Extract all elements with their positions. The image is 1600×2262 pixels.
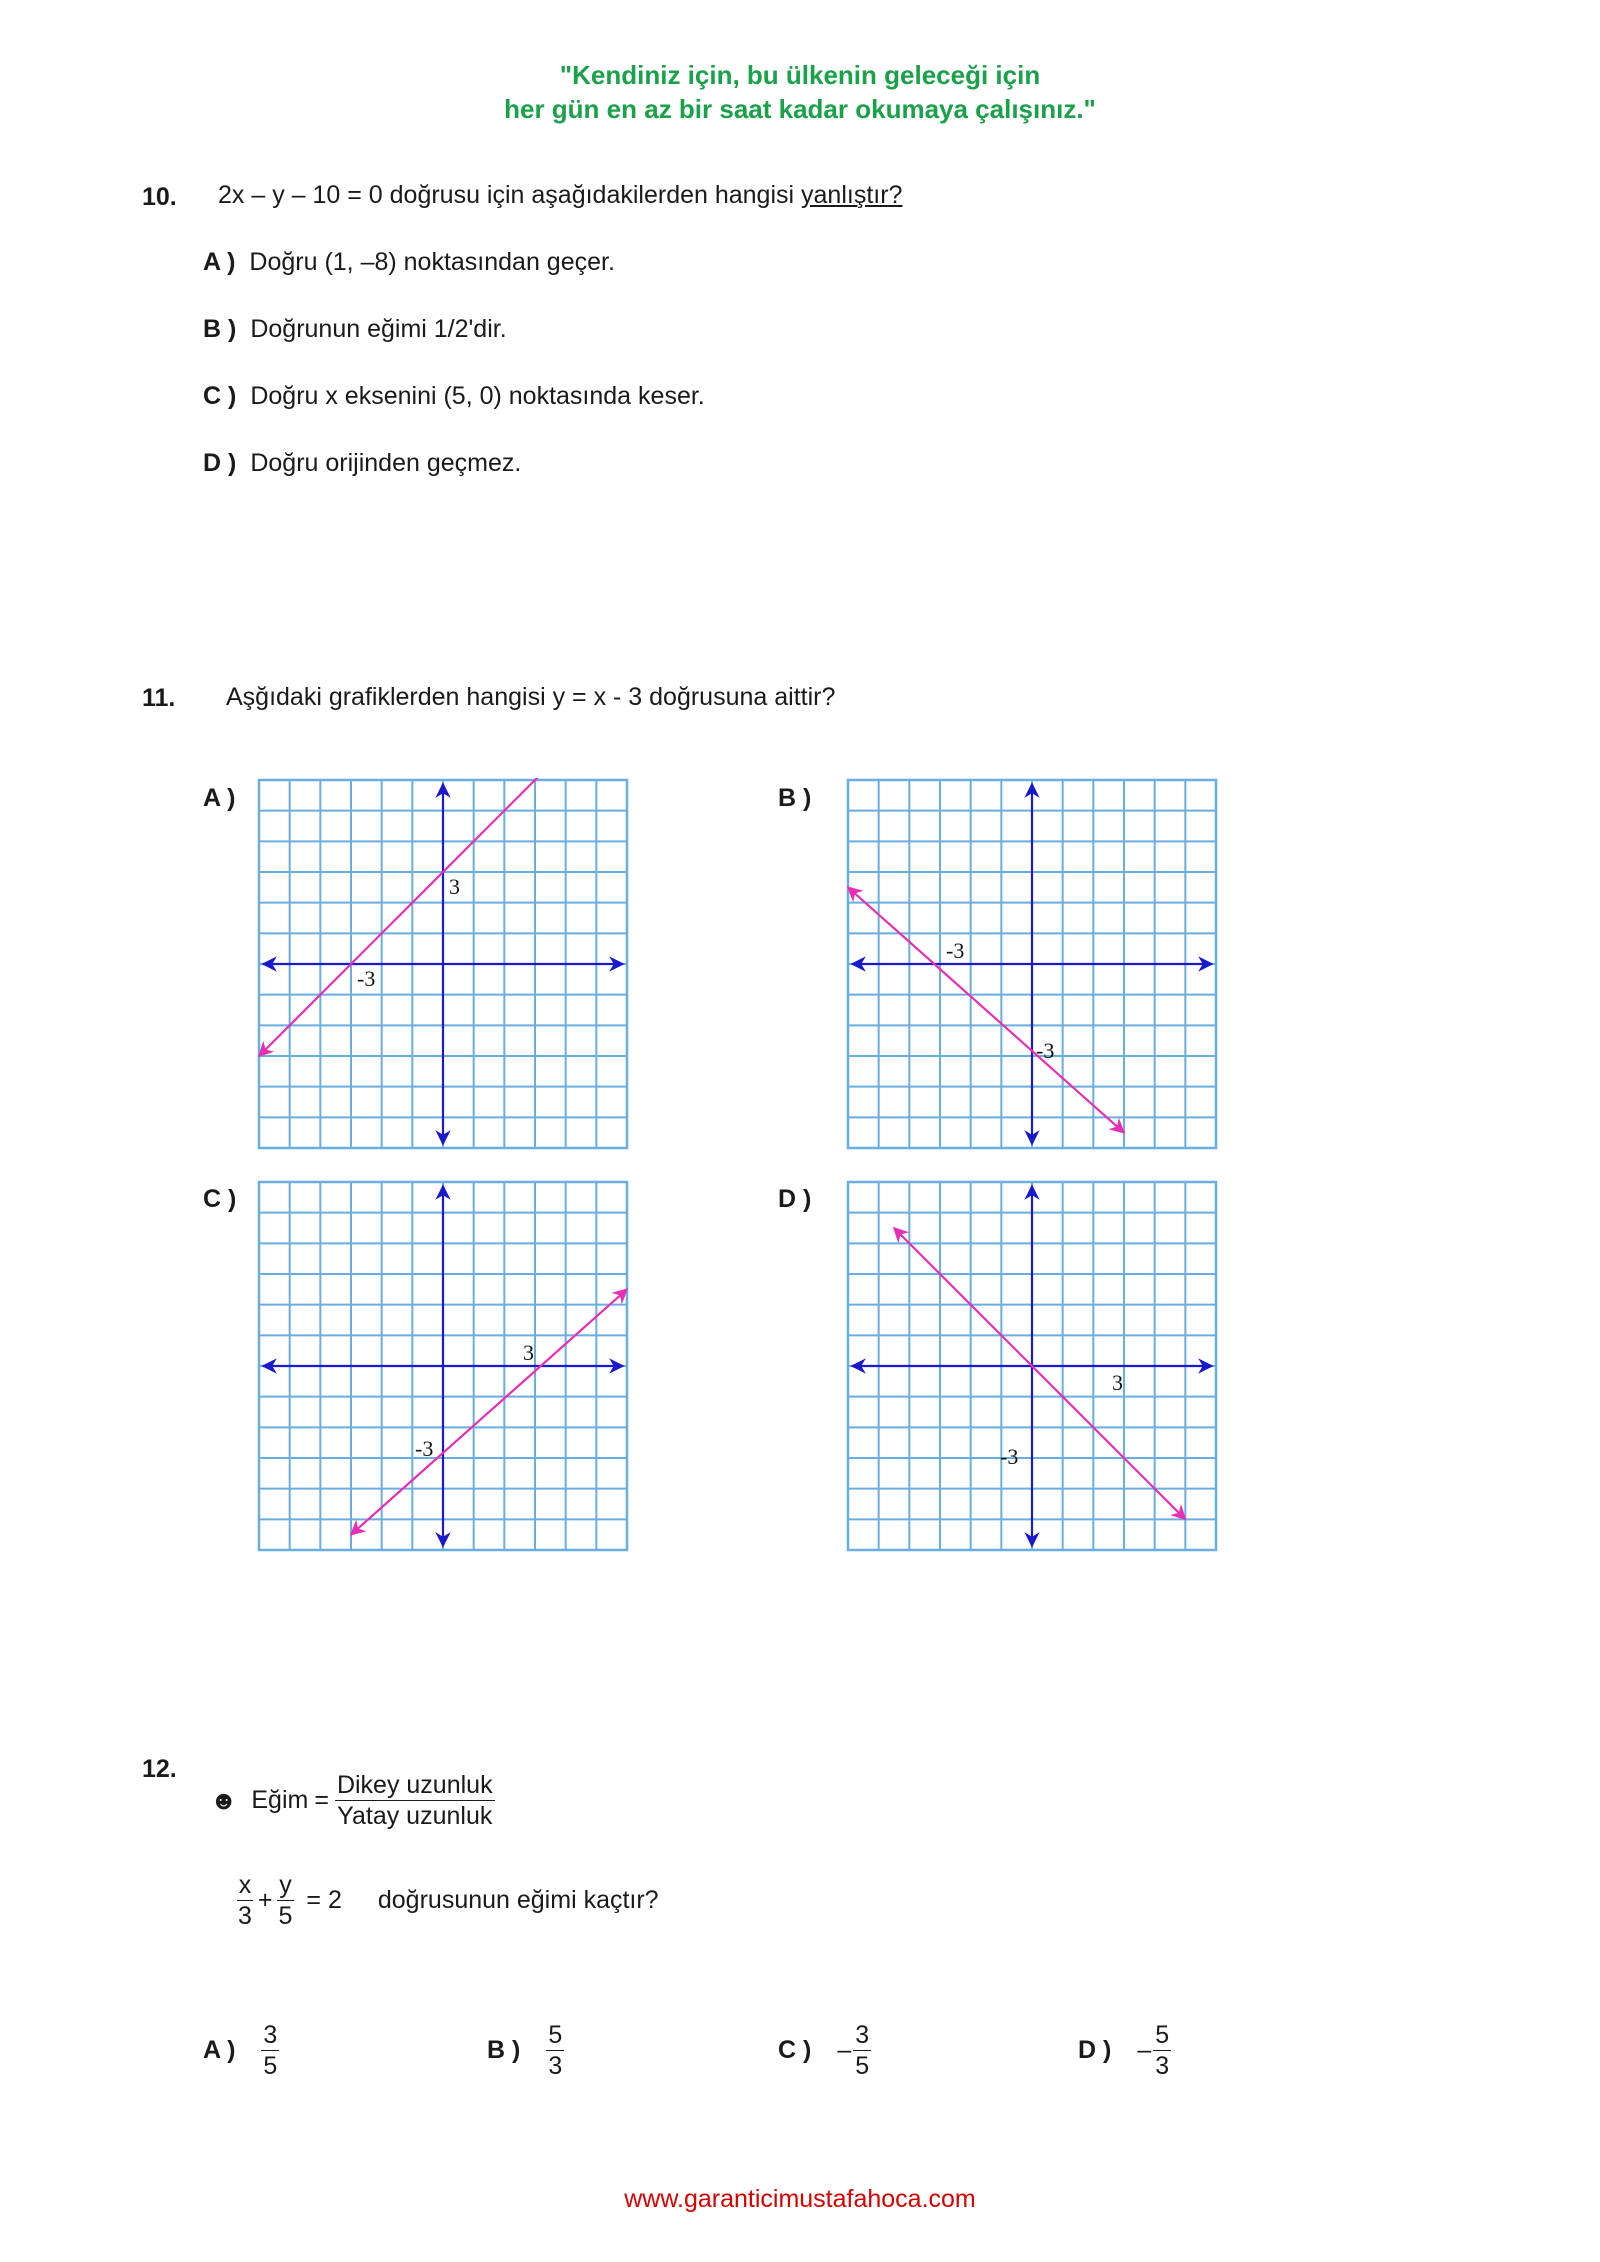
axis-label: -3 <box>1000 1444 1019 1469</box>
q12-option-c[interactable] <box>778 2020 871 2081</box>
graph-c[interactable] <box>257 1180 629 1552</box>
q10-option-b-text: Doğrunun eğimi 1/2'dir. <box>250 315 507 343</box>
eq-x-numerator: x <box>238 1871 252 1899</box>
question-10-text <box>218 181 902 210</box>
eq-plus: + <box>257 1886 273 1914</box>
q12-option-d[interactable] <box>1078 2020 1171 2081</box>
question-10-number: 10. <box>142 183 177 211</box>
q10-option-a-text: Doğru (1, –8) noktasından geçer. <box>249 248 615 276</box>
q12-option-a-den: 5 <box>263 2052 278 2080</box>
axis-label: 3 <box>449 874 460 899</box>
q12-option-a-letter: A ) <box>203 2036 236 2064</box>
slope-label: Eğim <box>251 1786 309 1814</box>
axis-label: -3 <box>415 1436 434 1461</box>
motto-line-2: her gün en az bir saat kadar okumaya çalışınız." <box>504 94 1096 124</box>
graph-d-letter[interactable]: D ) <box>778 1185 812 1213</box>
axis-label: -3 <box>946 938 965 963</box>
q12-option-c-letter: C ) <box>778 2036 812 2064</box>
slope-fraction <box>335 1770 495 1831</box>
footer-url[interactable]: www.garanticimustafahoca.com <box>624 2185 976 2213</box>
question-12-text: doğrusunun eğimi kaçtır? <box>377 1886 659 1914</box>
question-10-text-main: 2x – y – 10 = 0 doğrusu için aşağıdakilerden hangisi <box>218 181 802 209</box>
graph-a-letter[interactable]: A ) <box>203 784 236 812</box>
slope-definition <box>210 1770 495 1831</box>
q10-option-d[interactable] <box>203 449 521 478</box>
eq-x-denominator: 3 <box>238 1902 252 1930</box>
q10-option-c[interactable] <box>203 382 705 411</box>
axis-label: -3 <box>1036 1038 1055 1063</box>
slope-equals: = <box>314 1786 329 1814</box>
q12-option-d-letter: D ) <box>1078 2036 1112 2064</box>
q12-option-d-num: 5 <box>1155 2021 1170 2049</box>
axis-label: -3 <box>357 966 376 991</box>
smiley-bullet-icon: ☻ <box>210 1785 238 1815</box>
graph-b[interactable] <box>846 778 1218 1150</box>
q12-option-c-sign: – <box>837 2036 852 2064</box>
q12-option-a-num: 3 <box>263 2021 278 2049</box>
graph-a[interactable] <box>257 778 629 1150</box>
eq-x-fraction <box>236 1870 254 1931</box>
q10-option-d-text: Doğru orijinden geçmez. <box>250 449 522 477</box>
q12-option-d-den: 3 <box>1155 2052 1170 2080</box>
question-10-emphasis: yanlıştır? <box>801 181 903 209</box>
q12-option-b-fraction <box>546 2020 564 2081</box>
eq-y-numerator: y <box>279 1871 292 1899</box>
q12-option-b-den: 3 <box>548 2052 563 2080</box>
axis-label: 3 <box>523 1340 534 1365</box>
q12-option-a[interactable] <box>203 2020 279 2081</box>
q10-option-a[interactable] <box>203 248 615 277</box>
q10-option-a-letter: A ) <box>203 248 236 276</box>
q10-option-d-letter: D ) <box>203 449 237 477</box>
q12-option-b[interactable] <box>487 2020 564 2081</box>
q12-option-c-fraction <box>853 2020 871 2081</box>
q12-option-b-num: 5 <box>548 2021 563 2049</box>
eq-y-fraction <box>277 1870 295 1931</box>
q10-option-b-letter: B ) <box>203 315 237 343</box>
q10-option-c-text: Doğru x eksenini (5, 0) noktasında keser. <box>250 382 705 410</box>
motto-line-1: "Kendiniz için, bu ülkenin geleceği için <box>559 60 1041 90</box>
q12-option-b-letter: B ) <box>487 2036 521 2064</box>
q12-option-d-fraction <box>1153 2020 1171 2081</box>
q12-option-c-num: 3 <box>855 2021 870 2049</box>
q12-option-d-sign: – <box>1137 2036 1152 2064</box>
line-equation <box>236 1870 659 1931</box>
q10-option-c-letter: C ) <box>203 382 237 410</box>
slope-numerator: Dikey uzunluk <box>336 1771 493 1799</box>
q10-option-b[interactable] <box>203 315 507 344</box>
graph-d[interactable] <box>846 1180 1218 1552</box>
q12-option-c-den: 5 <box>855 2052 870 2080</box>
question-12-number: 12. <box>142 1755 177 1783</box>
axis-label: 3 <box>1112 1370 1123 1395</box>
graph-b-letter[interactable]: B ) <box>778 784 812 812</box>
q12-option-a-fraction <box>261 2020 279 2081</box>
eq-rhs: = 2 <box>306 1886 342 1914</box>
graph-c-letter[interactable]: C ) <box>203 1185 237 1213</box>
slope-denominator: Yatay uzunluk <box>337 1802 493 1830</box>
question-11-text: Aşğıdaki grafiklerden hangisi y = x - 3 doğrusuna aittir? <box>226 683 836 711</box>
question-11-number: 11. <box>142 684 176 712</box>
eq-y-denominator: 5 <box>278 1902 293 1930</box>
